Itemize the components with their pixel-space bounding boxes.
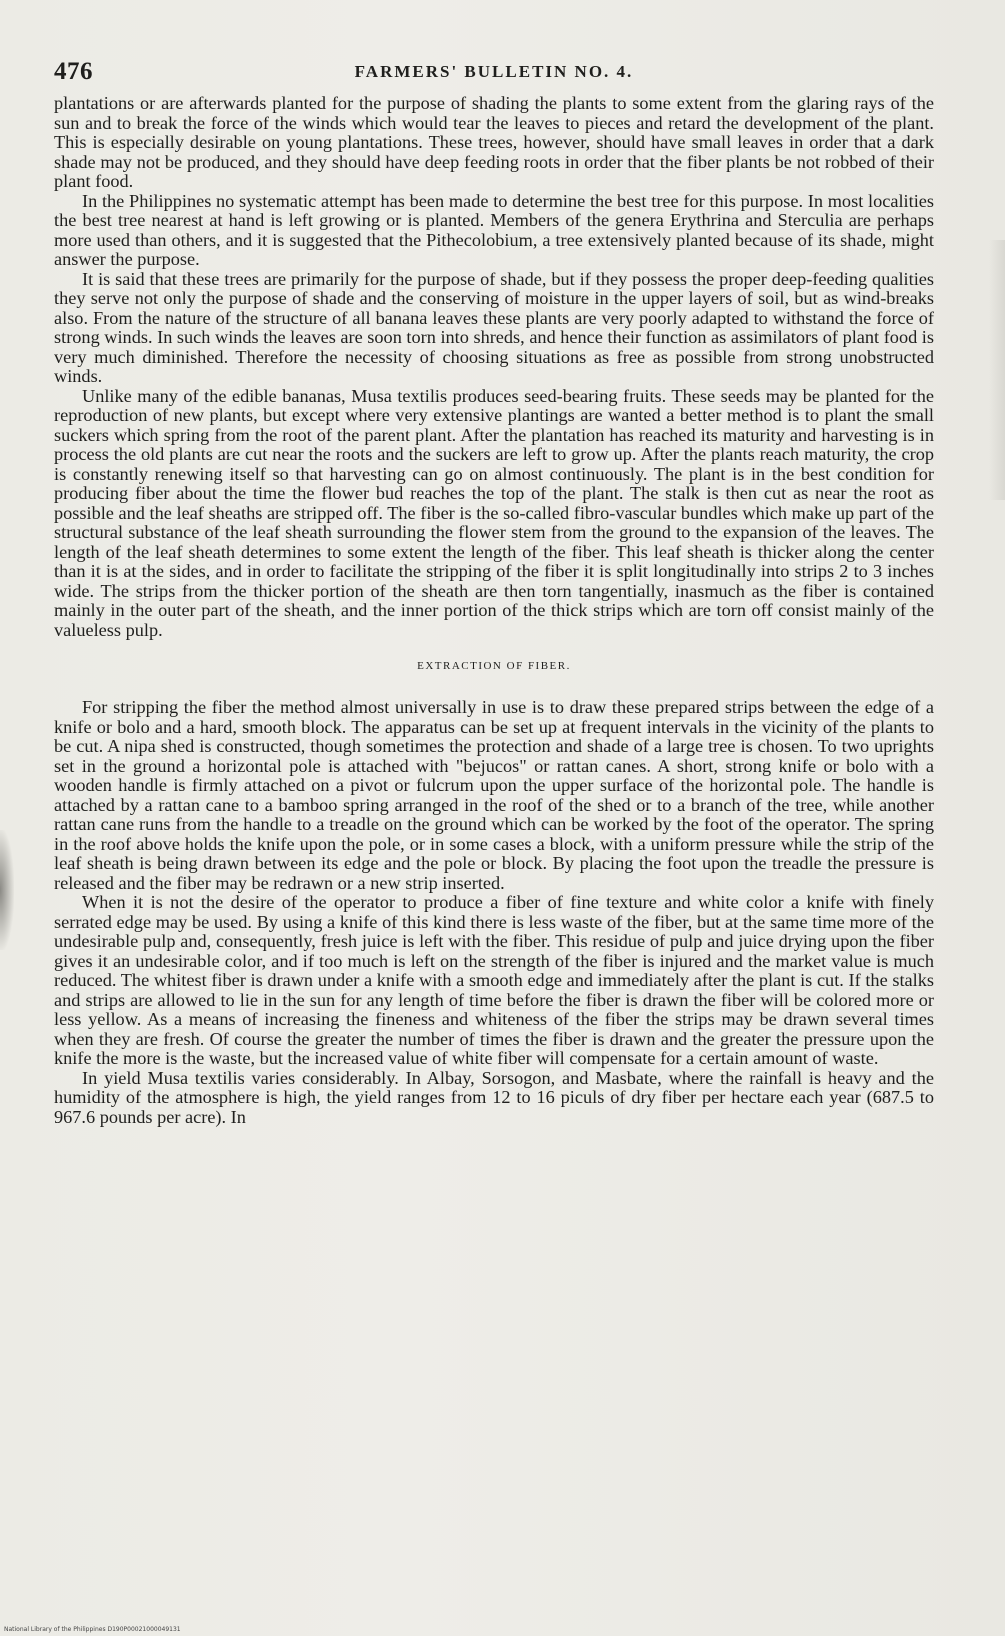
page-header bbox=[54, 58, 934, 94]
paragraph-knife-quality: When it is not the desire of the operator to produce a fiber of fine texture and white color a knife with finely serrated edge may be used. By using a knife of this kind there is less waste of the fiber, but at the same time more of the undesirable pulp and, consequently, fresh juice is left with the fiber. This residue of pulp and juice drying upon the fiber gives it an undesirable color, and if too much is left on the strength of the fiber is injured and the market value is much reduced. The whitest fiber is drawn under a knife with a smooth edge and immediately after the plant is cut. If the stalks and strips are allowed to lie in the sun for any length of time before the fiber is drawn the fiber will be colored more or less yellow. As a means of increasing the fineness and whiteness of the fiber the strips may be drawn several times when they are fresh. Of course the greater the number of times the fiber is drawn and the greater the pressure upon the knife the more is the waste, but the increased value of white fiber will compensate for a certain amount of waste. bbox=[54, 892, 934, 1068]
paragraph-stripping-method: For stripping the fiber the method almost universally in use is to draw these prepared strips between the edge of a knife or bolo and a hard, smooth block. The apparatus can be set up at frequent intervals in the vicinity of the plants to be cut. A nipa shed is constructed, though sometimes the protection and shade of a large tree is chosen. To two uprights set in the ground a horizontal pole is attached with "bejucos" or rattan canes. A short, strong knife or bolo with a wooden handle is firmly attached on a pivot or fulcrum upon the upper surface of the horizontal pole. The handle is attached by a rattan cane to a bamboo spring arranged in the roof of the shed or to a branch of the tree, while another rattan cane runs from the handle to a treadle on the ground which can be worked by the foot of the operator. The spring in the roof above holds the knife upon the pole, or in some cases a block, with a uniform pressure while the strip of the leaf sheath is being drawn between its edge and the pole or block. By placing the foot upon the treadle the pressure is released and the fiber may be redrawn or a new strip inserted. bbox=[54, 697, 934, 893]
page-edge-blur bbox=[989, 240, 1005, 500]
paragraph-philippines-shade-trees: In the Philippines no systematic attempt has been made to determine the best tree for this purpose. In most localities the best tree nearest at hand is left growing or is planted. Members of the genera Erythrina and Sterculia are perhaps more used than others, and it is suggested that the Pithecolobium, a tree extensively planted because of its shade, might answer the purpose. bbox=[54, 190, 934, 269]
body-text bbox=[54, 94, 934, 1127]
paragraph-wind-breaks: It is said that these trees are primarily for the purpose of shade, but if they possess the proper deep-feeding qualities they serve not only the purpose of shade and the conserving of moisture in the upper layers of soil, but as wind-breaks also. From the nature of the structure of all banana leaves these plants are very poorly adapted to withstand the force of strong winds. In such winds the leaves are soon torn into shreds, and hence their function as assimilators of plant food is very much diminished. Therefore the necessity of choosing situations as free as possible from strong unobstructed winds. bbox=[54, 268, 934, 386]
document-page bbox=[54, 58, 934, 1127]
paragraph-propagation: Unlike many of the edible bananas, Musa textilis produces seed-bearing fruits. These seeds may be planted for the reproduction of new plants, but except where very extensive plantings are wanted a better method is to plant the small suckers which spring from the root of the parent plant. After the plantation has reached its maturity and harvesting is in process the old plants are cut near the roots and the suckers are left to grow up. After the plants reach maturity, the crop is constantly renewing itself so that harvesting can go on almost continuously. The plant is in the best condition for producing fiber about the time the flower bud reaches the top of the plant. The stalk is then cut as near the root as possible and the leaf sheaths are stripped off. The fiber is the so-called fibro-vascular bundles which make up part of the structural substance of the leaf sheath surrounding the flower stem from the ground to the expansion of the leaves. The length of the leaf sheath determines to some extent the length of the fiber. This leaf sheath is thicker along the center than it is at the sides, and in order to facilitate the stripping of the fiber it is split longitudinally into strips 2 to 3 inches wide. The strips from the thicker portion of the sheath are then torn tangentially, inasmuch as the fiber is contained mainly in the outer part of the sheath, and the inner portion of the thick strips which are torn off consist mainly of the valueless pulp. bbox=[54, 385, 934, 640]
paragraph-shade-trees-continued: plantations or are afterwards planted for the purpose of shading the plants to some extent from the glaring rays of the sun and to break the force of the winds which would tear the leaves to pieces and retard the development of the plant. This is especially desirable on young plantations. These trees, however, should have small leaves in order that a dark shade may not be produced, and they should have deep feeding roots in order that the fiber plants be not robbed of their plant food. bbox=[54, 93, 934, 191]
scan-footer: National Library of the Philippines D190P00021000049131 bbox=[4, 1626, 181, 1633]
section-heading: EXTRACTION OF FIBER. bbox=[417, 660, 571, 672]
running-head: FARMERS' BULLETIN NO. 4. bbox=[354, 62, 634, 81]
binding-shadow bbox=[0, 830, 14, 950]
page-number: 476 bbox=[54, 58, 93, 85]
paragraph-yield: In yield Musa textilis varies considerably. In Albay, Sorsogon, and Masbate, where the rainfall is heavy and the humidity of the atmosphere is high, the yield ranges from 12 to 16 piculs of dry fiber per hectare each year (687.5 to 967.6 pounds per acre). In bbox=[54, 1067, 934, 1127]
